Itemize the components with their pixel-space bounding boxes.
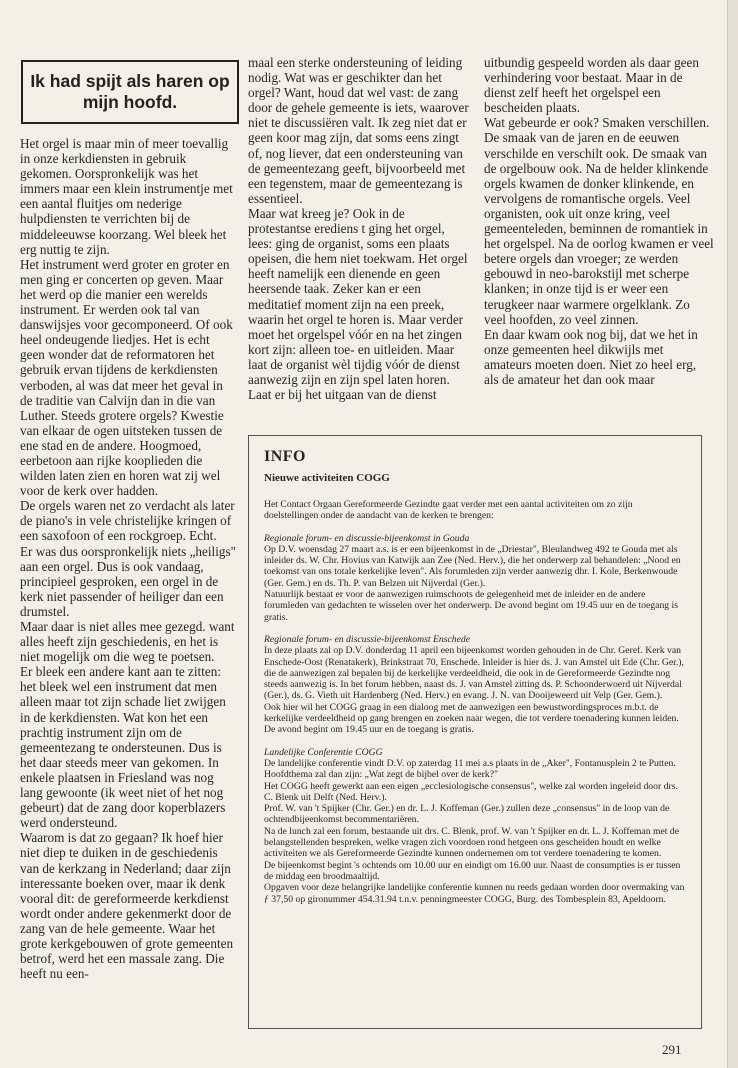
- column-3-paragraph: En daar kwam ook nog bij, dat we het in onze gemeenten heel dikwijls met amateurs moeten doen. Niet zo heel erg, als de amateur het dan ook maar: [484, 326, 698, 387]
- info-paragraph: De bijeenkomst begint 's ochtends om 10.00 uur en eindigt om 16.00 uur. Naast de consumpties is er tussen de middag een broodmaaltijd.: [264, 859, 681, 882]
- info-paragraph: Het COGG heeft gewerkt aan een eigen „ecclesiologische consensus", welke zal worden ingeleid door drs. C. Blenk uit Delft (Ned. Herv.).: [264, 780, 678, 803]
- info-body: [264, 499, 688, 905]
- info-paragraph: Natuurlijk bestaat er voor de aanwezigen ruimschoots de gelegenheid met de inleider en de andere forumleden van gedachten te wisselen over het onderwerp. De avond begint om 19.45 uur en de toegang is gratis.: [264, 589, 679, 623]
- info-paragraph: In deze plaats zal op D.V. donderdag 11 april een bijeenkomst worden gehouden in de Chr. Geref. Kerk van Enschede-Oost (Renatakerk), Brinkstraat 70, Enschede. Inleider is hier ds. J. van Amstel uit Ede (Chr. Ger.), die de aanwezigen zal bepalen bij de kerkelijke verdeeldheid, die ook in de Gereformeerde Gezindte nog steeds aanwezig is. In het forum hebben, naast ds. J. van Amstel zitting ds. P. Schoonderwoerd uit Nijverdal (Ger.), ds. G. Vieth uit Hardenberg (Ned. Herv.) en evang. J. N. van Dooijeweerd uit Velp (Ger. Gem.).: [264, 645, 684, 702]
- info-title: INFO: [264, 448, 306, 465]
- column-2-paragraph: Maar wat kreeg je? Ook in de protestantse erediens t ging het orgel, lees: ging de organist, soms een plaats opeisen, die hem niet toekwam. Het orgel heeft namelijk een dienende en geen heersende taak. Zeker kan er een meditatief moment zijn na een preek, waarin het orgel te horen is. Maar verder moet het orgelspel vóór en na het zingen kort zijn: alleen toe- en uitleiden. Maar laat de organist wèl tijdig vóór de dienst aanwezig zijn en zijn spel laten horen. Laat er bij het uitgaan van de dienst: [248, 205, 468, 403]
- info-box: [248, 435, 702, 1029]
- column-1-paragraph: Waarom is dat zo gegaan? Ik hoef hier niet diep te duiken in de geschiedenis van de kerkzang in Nederland; daar zijn interessante boeken over, maar ik denk vooral dit: de gereformeerde kerkdienst wordt onder andere gekenmerkt door de zang van de hele gemeente. Waar het grote kerkgebouwen of grote gemeenten betrof, werd het een massale zang. Die heeft nu een-: [20, 830, 234, 982]
- headline-box: [21, 60, 239, 124]
- column-1-paragraph: Maar daar is niet alles mee gezegd. want alles heeft zijn geschiedenis, en het is niet mogelijk om die weg te poetsen.: [20, 619, 235, 665]
- info-section-heading: Regionale forum- en discussie-bijeenkomst in Gouda: [264, 532, 470, 544]
- info-section-gouda: [264, 533, 688, 623]
- column-1-paragraph: De orgels waren net zo verdacht als later de piano's in vele christelijke kringen of een saxofoon of een rockgroep. Echt.: [20, 498, 235, 544]
- info-subtitle: Nieuwe activiteiten COGG: [264, 472, 390, 484]
- column-1-paragraph: Het orgel is maar min of meer toevallig in onze kerkdiensten in gebruik gekomen. Oorspronkelijk was het immers maar een klein instrumentje met een aantal fluitjes om nederige hulpdiensten te verrichten bij de middeleeuwse koorzang. Wel bleek het erg nuttig te zijn.: [20, 136, 233, 257]
- page-number: 291: [662, 1042, 682, 1057]
- column-3: [484, 55, 714, 387]
- column-1-paragraph: Het instrument werd groter en groter en men ging er concerten op geven. Maar het werd op die manier een werelds instrument. Er werden ook tal van danswijsjes voor gecomponeerd. Of ook heel ondeugende liedjes. Het is echt geen wonder dat de reformatoren het gebruik ervan tijdens de kerkdiensten verboden, al was dat meer het geval in de traditie van Calvijn dan in die van Luther. Steeds grotere orgels? Kwestie van elkaar de ogen uitsteken tussen de ene stad en de andere. Hoogmoed, eerbetoon aan rijke kooplieden die wilden laten zien en horen wat zij wel voor de kerk over hadden.: [20, 256, 233, 499]
- info-paragraph: De landelijke conferentie vindt D.V. op zaterdag 11 mei a.s plaats in de „Aker", Fontanusplein 2 te Putten. Hoofdthema zal dan zijn: „Wat zegt de bijbel over de kerk?": [264, 757, 676, 781]
- column-2: [248, 55, 470, 402]
- info-paragraph: Prof. W. van 't Spijker (Chr. Ger.) en dr. L. J. Koffeman (Ger.) zullen deze „consensus" in de loop van de ochtendbijeenkomst becommentariëren.: [264, 803, 670, 826]
- info-section-heading: Regionale forum- en discussie-bijeenkomst Enschede: [264, 633, 471, 645]
- column-3-paragraph: uitbundig gespeeld worden als daar geen verhindering voor bestaat. Maar in de dienst zelf heeft het orgelspel een bescheiden plaats.: [484, 55, 699, 116]
- column-1: [20, 136, 236, 981]
- info-intro: Het Contact Orgaan Gereformeerde Gezindte gaat verder met een aantal activiteiten om zo zijn doelstellingen onder de aandacht van de kerken te brengen:: [264, 499, 633, 522]
- info-section-conferentie: [264, 747, 688, 905]
- info-paragraph: Na de lunch zal een forum, bestaande uit drs. C. Blenk, prof. W. van 't Spijker en dr. L. J. Koffeman met de belangstellenden bespreken, welke vragen zich voordoen rond hetgeen ons gescheiden houdt en welke activiteiten we als Gereformeerde Gezindte kunnen ondernemen om tot verdere toenadering te komen.: [264, 825, 680, 860]
- headline: Ik had spijt als haren op mijn hoofd.: [30, 71, 230, 112]
- info-section-enschede: [264, 634, 688, 736]
- info-paragraph: Opgaven voor deze belangrijke landelijke conferentie kunnen nu reeds gedaan worden door overmaking van ƒ 37,50 op gironummer 454.31.94 t.n.v. penningmeester COGG, Burg. des Tombesplein 83, Apeldoorn.: [264, 882, 685, 905]
- info-paragraph: Ook hier wil het COGG graag in een dialoog met de aanwezigen een bewustwordingsproces m.b.t. de kerkelijke verdeeldheid op gang brengen en zoeken naar wegen, die tot verdere toenadering kunnen leiden. De avond begint om 19.45 uur en de toegang is gratis.: [264, 701, 679, 736]
- column-2-paragraph: maal een sterke ondersteuning of leiding nodig. Wat was er geschikter dan het orgel? Want, houd dat wel vast: de zang door de gehele gemeente is iets, waarover niet te discussiëren valt. Ik zeg niet dat er geen koor mag zijn, dat soms eens zingt of, nog liever, dat een ondersteuning van de gemeentezang geeft, bijvoorbeeld met een tegenstem, maar de gemeentezang is essentieel.: [248, 55, 469, 206]
- column-1-paragraph: Er bleek een andere kant aan te zitten: het bleek wel een instrument dat men alleen maar tot zijn schade liet zwijgen in de kerkdiensten. Wat kon het een prachtig instrument zijn om de gemeentezang te ondersteunen. Dus is het daar steeds meer van gekomen. In enkele plaatsen in Friesland was nog lang gewoonte (ik weet niet of het nog gebeurt) dat de zang door koperblazers werd ondersteund.: [20, 664, 226, 831]
- info-section-heading: Landelijke Conferentie COGG: [264, 746, 383, 758]
- column-1-paragraph: Er was dus oorspronkelijk niets „heiligs" aan een orgel. Dus is ook vandaag, principieel gesproken, een orgel in de kerk niet passender of heiliger dan een drumstel.: [20, 543, 236, 619]
- page-edge: [727, 0, 738, 1068]
- column-3-paragraph: Wat gebeurde er ook? Smaken verschillen. De smaak van de jaren en de eeuwen verschilde en verschilt ook. De smaak van de orgelbouw ook. Na de helder klinkende orgels kwamen de donker klinkende, en vervolgens de romantische orgels. Veel organisten, ook uit onze kring, veel gemeenteleden, beminnen de romantiek in het orgelspel. Na de oorlog kwamen er veel betere orgels dan vroeger; ze werden gebouwd in neo-barokstijl met scherpe klanken; in onze tijd is er weer een terugkeer naar warmere orgelklank. Zo veel hoofden, zo veel zinnen.: [484, 115, 714, 327]
- info-paragraph: Op D.V. woensdag 27 maart a.s. is er een bijeenkomst in de „Driestar", Bleulandweg 492 te Gouda met als inleider ds. W. Chr. Hovius van Katwijk aan Zee (Ned. Herv.), die het onderwerp zal behandelen: „Nood en toekomst van ons totale kerkelijke leven". Als forumleden zijn verder aanwezig dhr. I. Kole, Berkenwoude (Ger. Gem.) en ds. Th. P. van Belzen uit Nijverdal (Ger.).: [264, 543, 681, 589]
